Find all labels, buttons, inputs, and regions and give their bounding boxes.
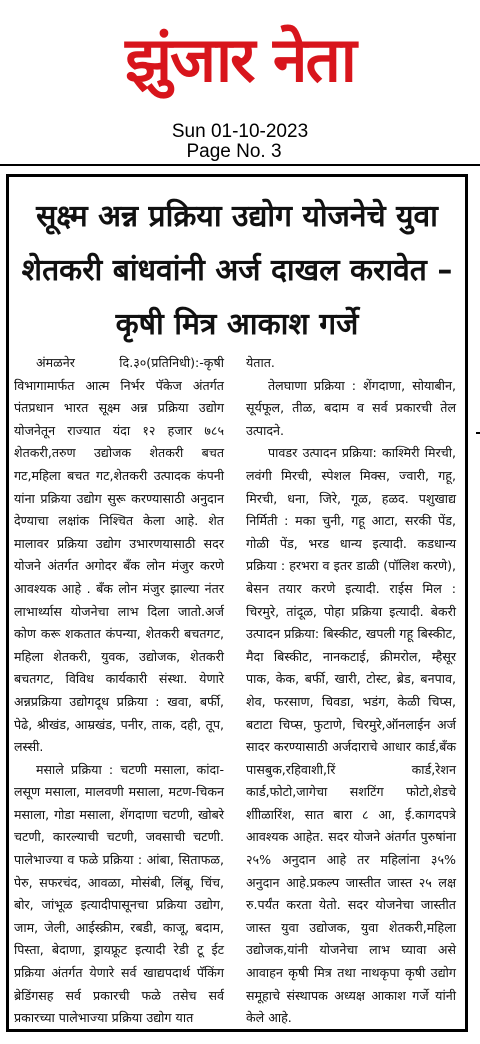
article-column-left [14,352,224,1030]
edge-mark [476,432,480,434]
article-headline: सूक्ष्म अन्न प्रक्रिया उद्योग योजनेचे युवा शेतकरी बांधवांनी अर्ज दाखल करावेत – कृषी मित्र आकाश गर्जे [21,199,453,342]
paragraph: तेलघाणा प्रक्रिया : शेंगदाणा, सोयाबीन, सूर्यफूल, तीळ, बदाम व सर्व प्रकारची तेल उत्पादने. [246,377,456,438]
article-column-right [246,352,456,1030]
paragraph: मसाले प्रक्रिया : चटणी मसाला, कांदा-लसूण मसाला, मालवणी मसाला, मटण-चिकन मसाला, गोडा मसाला, शेंगदाणा चटणी, खोबरे चटणी, कारल्याची चटणी, जवसाची चटणी. पालेभाज्या व फळे प्रक्रिया : आंबा, सिताफळ, पेरु, सफरचंद, आवळा, मोसंबी, लिंबू, चिंच, बोर, जांभूळ इत्यादीपासूनचा प्रक्रिया उद्योग, जाम, जेली, आईस्क्रीम, रबडी, काजू, बदाम, पिस्ता, बेदाणा, ड्रायफ्रूट इत्यादी रेडी टू ईट प्रक्रिया अंतर्गत येणारे सर्व खाद्यपदार्थ पॅकिंग ब्रेडिंगसह सर्व प्रकारची फळे तसेच सर्व प्रकारच्या पालेभाज्या प्रक्रिया उद्योग यात [14,761,224,1026]
masthead-divider [0,164,480,166]
page-number: Page No. 3 [186,141,282,162]
paragraph: येतात. [246,355,275,370]
masthead [0,0,480,170]
paragraph: अंमळनेर दि.३०(प्रतिनिधी):-कृषी विभागामार्फत आत्म निर्भर पॅकेज अंतर्गत पंतप्रधान भारत सूक्ष्म अन्न प्रक्रिया उद्योग योजनेतून राज्यात यंदा १२ हजार ७८५ शेतकरी,तरुण उद्योजक शेतकरी बचत गट,महिला बचत गट,शेतकरी उत्पादक कंपनी यांना प्रक्रिया उद्योग सुरू करण्यासाठी अनुदान देण्याचा लक्षांक निश्चित केला आहे. शेत मालावर प्रक्रिया उद्योग उभारणयासाठी सदर योजने अंतर्गत अगोदर बँक लोन मंजुर करणे आवश्यक आहे . बँक लोन मंजुर झाल्या नंतर लाभार्थ्यास योजनेचा लाभ दिला जातो.अर्ज कोण करू शकतात कंपन्या, शेतकरी बचतगट, महिला शेतकरी, युवक, उद्योजक, शेतकरी बचतगट, विविध कार्यकारी संस्था. येणारे अन्नप्रक्रिया उद्योगदूध प्रक्रिया : खवा, बर्फी, पेढे, श्रीखंड, आम्रखंड, पनीर, ताक, दही, तूप, लस्सी. [14,355,224,755]
newspaper-logo: झुंजार नेता [125,23,355,96]
edition-date: Sun 01-10-2023 [171,121,309,142]
paragraph: पावडर उत्पादन प्रक्रिया: काश्मिरी मिरची, लवंगी मिरची, स्पेशल मिक्स, ज्वारी, गहू, मिरची, धना, जिरे, गूळ, हळद. पशुखाद्य निर्मिती : मका चुनी, गहू आटा, सरकी पेंड, गोळी पेंड, भरड धान्य इत्यादी. कडधान्य प्रक्रिया : हरभरा व इतर डाळी (पॉलिश करणे), बेसन तयार करणे इत्यादी. राईस मिल : चिरमुरे, तांदूळ, पोहा प्रक्रिया इत्यादी. बेकरी उत्पादन प्रक्रिया: बिस्कीट, खपली गहू बिस्कीट, मैदा बिस्कीट, नानकटाई, क्रीमरोल, म्हैसूर पाक, केक, बर्फी, खारी, टोस्ट, ब्रेड, बनपाव, शेव, फरसाण, चिवडा, भडंग, केळी चिप्स, बटाटा चिप्स, फुटाणे, चिरमुरे,ऑनलाईन अर्ज सादर करण्यासाठी अर्जदाराचे आधार कार्ड,बँक पासबुक,रहिवाशी,रिं कार्ड,रेशन कार्ड,फोटो,जागेचा सशटिंग फोटो,शेडचे शीीळारिंश, सात बारा ८ आ, ई.कागदपत्रे आवश्यक आहेत. सदर योजने अंतर्गत पुरुषांना २५% अनुदान आहे तर महिलांना ३५% अनुदान आहे.प्रकल्प जास्तीत जास्त २५ लक्ष रु.पर्यंत करता येतो. सदर योजनेचा जास्तीत जास्त युवा उद्योजक, युवा शेतकरी,महिला उद्योजक,यांनी योजनेचा लाभ घ्यावा असे आवाहन कृषी मित्र तथा नाथकृपा कृषी उद्योग समूहाचे संस्थापक अध्यक्ष आकाश गर्जे यांनी केले आहे. [246,445,456,1026]
